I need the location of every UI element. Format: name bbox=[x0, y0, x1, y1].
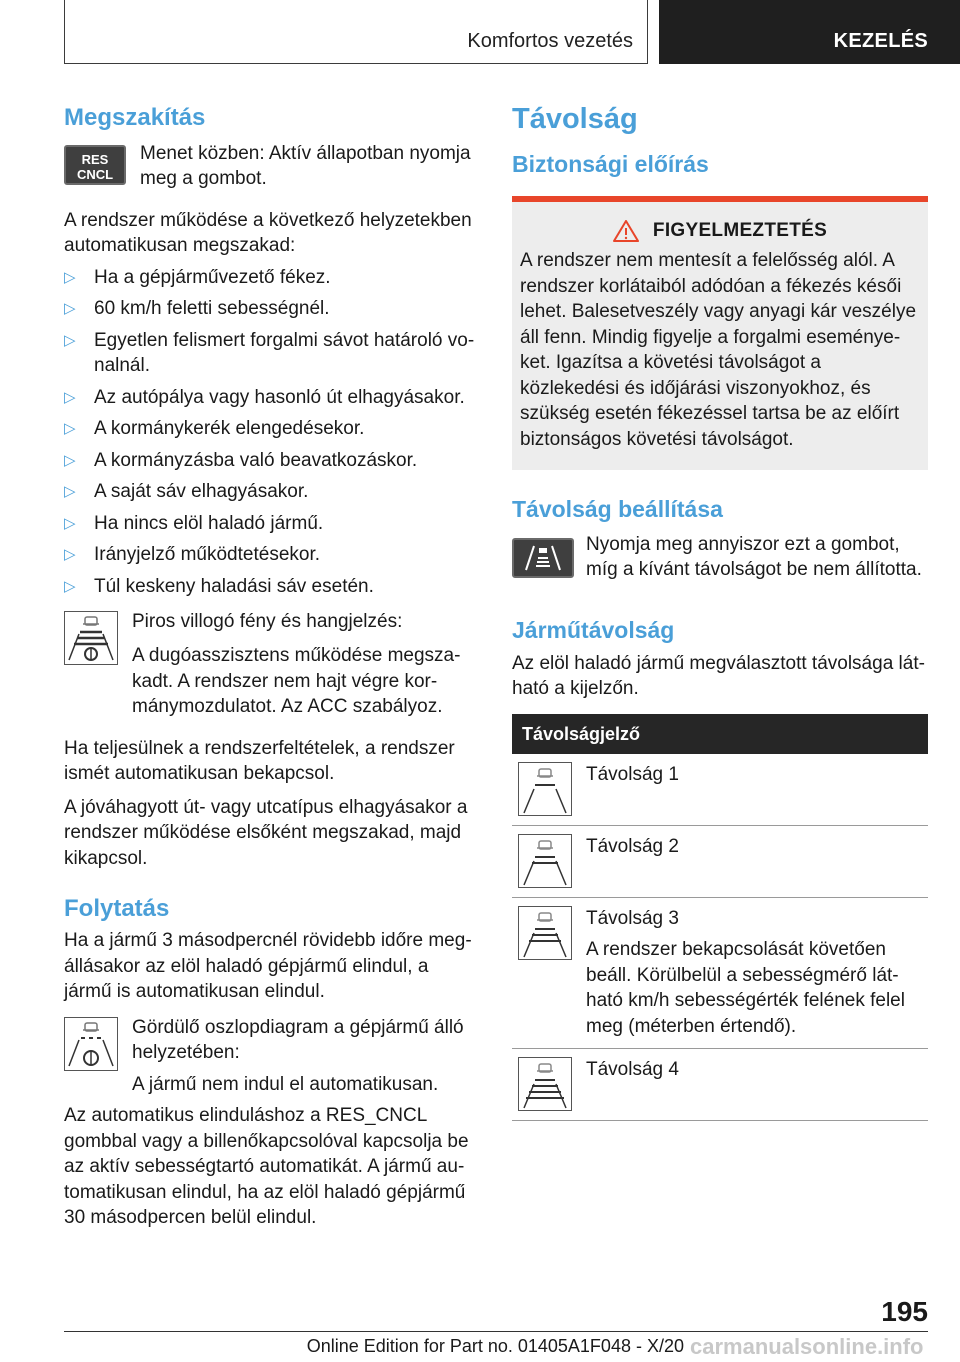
list-item: ▷ A kormánykerék elengedésekor. bbox=[64, 416, 476, 442]
table-cell bbox=[586, 834, 679, 888]
table-row bbox=[512, 898, 928, 1050]
vehicle-distance-text: Az elöl haladó jármű megválasztott távolsága látható a kijelzőn. bbox=[512, 652, 925, 700]
heading-folytatas: Folytatás bbox=[64, 895, 170, 923]
distance-button-row bbox=[512, 533, 928, 583]
rolling-bar-row bbox=[64, 1015, 476, 1098]
list-item: ▷ A kormányzásba való beavatkozáskor. bbox=[64, 448, 476, 474]
triangle-bullet-icon: ▷ bbox=[64, 577, 76, 595]
res-cncl-row bbox=[64, 141, 476, 192]
triangle-bullet-icon: ▷ bbox=[64, 514, 76, 532]
heading-tavolsag: Távolság bbox=[512, 103, 638, 135]
rolling-bar-line2: A jármű nem indul el automatikusan. bbox=[132, 1073, 439, 1095]
footer-divider bbox=[64, 1331, 928, 1332]
table-cell bbox=[586, 762, 679, 816]
list-item: ▷ Ha a gépjárművezető fékez. bbox=[64, 265, 476, 291]
distance-button-icon bbox=[512, 538, 574, 578]
heading-distance-setting: Távolság beállítása bbox=[512, 496, 723, 523]
res-cncl-key-icon bbox=[64, 145, 126, 185]
table-row bbox=[512, 754, 928, 826]
watermark: carmanualsonline.info bbox=[690, 1334, 924, 1359]
header-chapter-box bbox=[659, 0, 960, 64]
row-label: Távolság 3 bbox=[586, 907, 679, 929]
row-label: Távolság 1 bbox=[586, 763, 679, 785]
table-row bbox=[512, 826, 928, 898]
warning-triangle-icon bbox=[613, 220, 639, 242]
row-label: Távolság 4 bbox=[586, 1059, 679, 1081]
res-key-line1: RES bbox=[81, 151, 109, 167]
list-item: ▷ A saját sáv elhagyásakor. bbox=[64, 479, 476, 505]
distance-2-icon bbox=[518, 834, 572, 888]
triangle-bullet-icon: ▷ bbox=[64, 331, 76, 349]
lane-assist-stop-icon bbox=[64, 611, 118, 665]
triangle-bullet-icon: ▷ bbox=[64, 483, 76, 501]
warning-title-row bbox=[520, 220, 920, 242]
res-cncl-text: Menet közben: Aktív állapotban nyomja meg a gombot. bbox=[140, 142, 471, 190]
stop-and-go-icon bbox=[64, 1017, 118, 1071]
distance-1-icon bbox=[518, 762, 572, 816]
red-light-text bbox=[132, 609, 476, 635]
res-key-line2: CNCL bbox=[76, 166, 114, 182]
para-auto-start: Az automatikus elinduláshoz a RES_CNCL gombbal vagy a billenőkapcsolóval kapcsolja be az aktív sebességtartó automatikát. A jármű automatikusan elindul, ha az elöl haladó gépjármű 30 másodpercen belül elindul. bbox=[64, 1105, 469, 1229]
triangle-bullet-icon: ▷ bbox=[64, 546, 76, 564]
distance-4-icon bbox=[518, 1057, 572, 1111]
warning-title: FIGYELMEZTETÉS bbox=[652, 220, 828, 242]
triangle-bullet-icon: ▷ bbox=[64, 451, 76, 469]
distance-3-icon bbox=[518, 906, 572, 960]
heading-vehicle-distance: Járműtávolság bbox=[512, 616, 675, 643]
rolling-bar-line1: Gördülő oszlopdiagram a gépjármű álló helyzetében: bbox=[132, 1016, 464, 1064]
row-desc: A rendszer bekapcsolását követően beáll. Körülbelül a sebességmérő látható km/h sebességérték felének felel meg (méterben értendő). bbox=[586, 939, 905, 1037]
right-column bbox=[512, 100, 928, 1121]
para-road-type: A jóváhagyott út- vagy utcatípus elhagyásakor a rendszer működése elsőként megszakad, majd kikapcsol. bbox=[64, 796, 468, 869]
table-row bbox=[512, 1049, 928, 1121]
list-item: ▷ Az autópálya vagy hasonló út elhagyásakor. bbox=[64, 385, 476, 411]
header-section-box bbox=[64, 0, 648, 64]
table-cell bbox=[586, 906, 928, 1040]
warning-text: A rendszer nem mentesít a felelősség alól. A rendszer korlátaiból adódóan a fékezés késői lehet. Balesetveszély vagy anyagi kár veszélye áll fenn. Mindig figyelje a forgalmi eseményeket. Igazítsa a követési távolságot a közlekedési és időjárási viszonyokhoz, és szükség esetén fékezéssel tartsa be az előírt biztonságos követési távolságot. bbox=[520, 250, 917, 450]
list-item: ▷ Túl keskeny haladási sáv esetén. bbox=[64, 574, 476, 600]
triangle-bullet-icon: ▷ bbox=[64, 268, 76, 286]
triangle-bullet-icon: ▷ bbox=[64, 300, 76, 318]
page-number: 195 bbox=[881, 1296, 928, 1327]
row-label: Távolság 2 bbox=[586, 835, 679, 857]
red-light-desc: A dugóasszisztens működése megszakadt. A rendszer nem hajt végre kormánymozdulatot. Az ACC szabályoz. bbox=[132, 645, 461, 718]
section-title: Komfortos vezetés bbox=[467, 30, 633, 52]
rolling-bar-text bbox=[132, 1015, 476, 1098]
para-reenable: Ha teljesülnek a rendszerfeltételek, a rendszer ismét automatikusan bekapcsol. bbox=[64, 737, 455, 785]
table-cell bbox=[586, 1057, 679, 1111]
red-light-line1: Piros villogó fény és hangjelzés: bbox=[132, 611, 403, 633]
chapter-title: KEZELÉS bbox=[833, 30, 928, 52]
triangle-bullet-icon: ▷ bbox=[64, 388, 76, 406]
triangle-bullet-icon: ▷ bbox=[64, 420, 76, 438]
footer-edition: Online Edition for Part no. 01405A1F048 - X/20 bbox=[306, 1336, 684, 1356]
distance-button-text: Nyomja meg annyiszor ezt a gombot, míg a kívánt távolságot be nem állította. bbox=[586, 533, 922, 581]
interrupt-list bbox=[64, 265, 476, 600]
table-header: Távolságjelző bbox=[512, 714, 928, 754]
list-item: ▷ Irányjelző működtetésekor. bbox=[64, 542, 476, 568]
heading-safety: Biztonsági előírás bbox=[512, 150, 709, 177]
para-continue: Ha a jármű 3 másodpercnél rövidebb időre megállásakor az elöl haladó gépjármű elindul, a jármű is automatikusan elindul. bbox=[64, 930, 472, 1003]
warning-box bbox=[512, 196, 928, 470]
list-item: ▷ Egyetlen felismert forgalmi sávot határoló vonalnál. bbox=[64, 329, 475, 377]
interrupt-intro: A rendszer működése a következő helyzetekben automatikusan megszakad: bbox=[64, 209, 472, 257]
left-column bbox=[64, 100, 476, 1231]
list-item: ▷ 60 km/h feletti sebességnél. bbox=[64, 296, 476, 322]
list-item: ▷ Ha nincs elöl haladó jármű. bbox=[64, 511, 476, 537]
heading-megszakitas: Megszakítás bbox=[64, 104, 206, 131]
distance-table bbox=[512, 714, 928, 1122]
